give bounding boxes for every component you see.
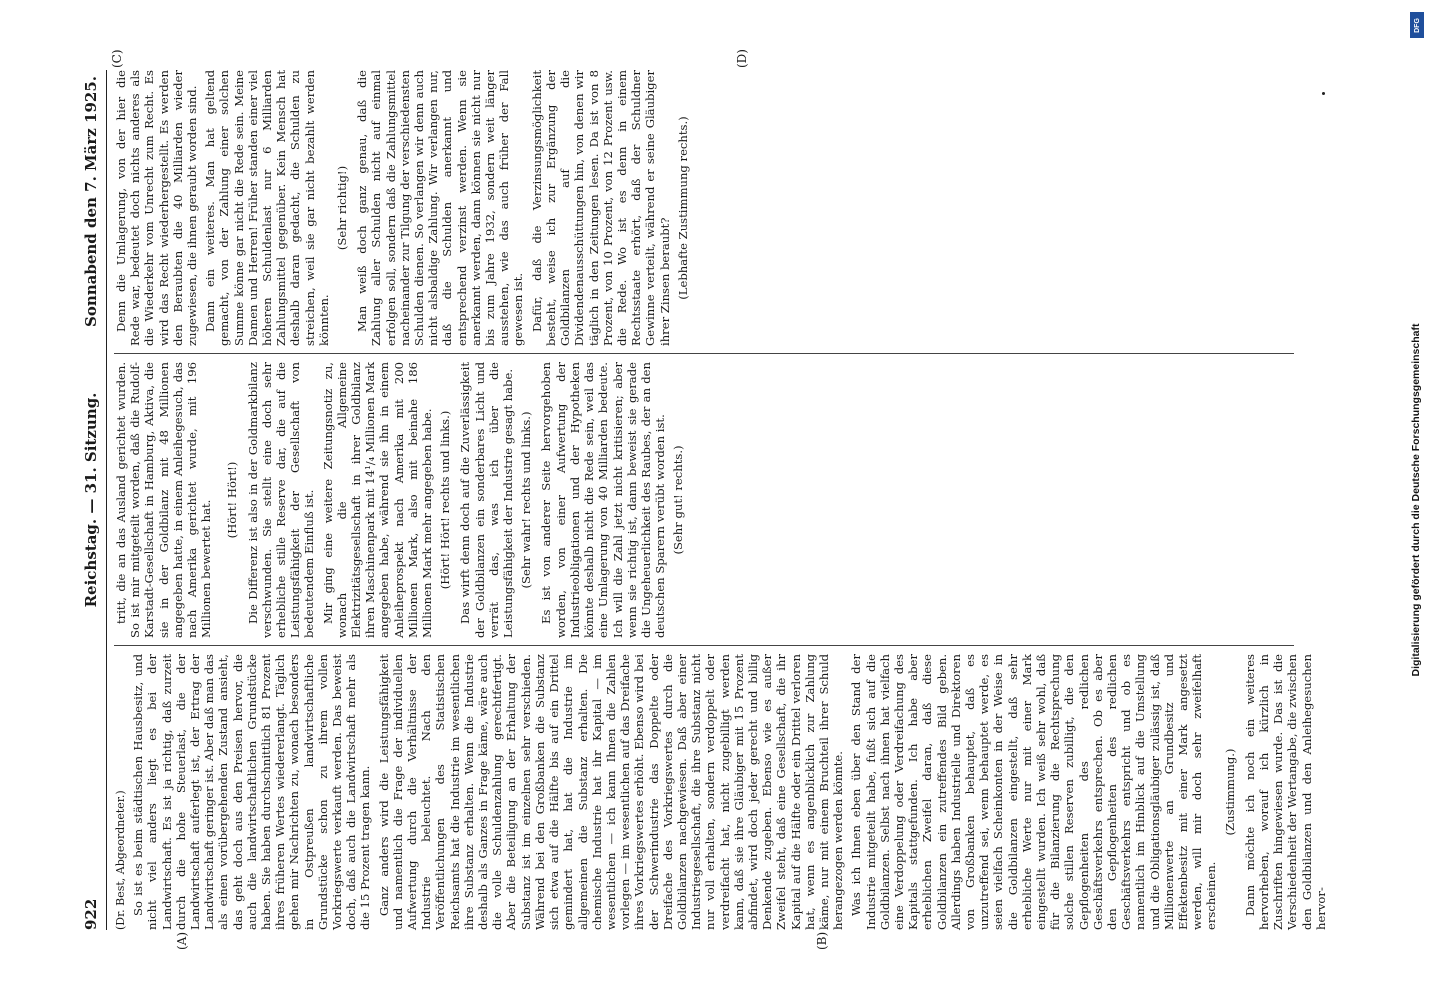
paragraph: Es ist von anderer Seite hervorgehoben worden, von einer Aufwertung der Industrieobligationen und der Hypotheken könnte deshalb nicht die Rede sein, weil das eine Umlagerung von 40 Milliarden bedeute. Ich will die Zahl jetzt nicht kritisieren; aber wenn sie richtig ist, dann beweist sie gerade die Ungeheuerlichkeit des Raubes, der an den deutschen Sparern verübt worden ist. [539,362,668,638]
paragraph: Was ich Ihnen eben über den Stand der Industrie mitgeteilt habe, fußt sich auf die Goldbilanzen. Selbst nach ihnen hat vielfach eine Verdoppelung oder Verdreifachung des Kapitals stattgefunden. Ich habe aber erheblichen Zweifel daran, daß diese Goldbilanzen ein zutreffendes Bild geben. Allerdings haben Industrielle und Direktoren von Großbanken behauptet, daß es unzutreffend sei, wenn behauptet werde, es seien vielfach Scheinkonten in der Weise in die Goldbilanzen eingestellt, daß sehr erhebliche Werte nur mit einer Mark eingestellt wurden. Ich weiß sehr wohl, daß für die Bilanzierung die Rechtsprechung solche stillen Reserven zubilligt, die den Gepflogenheiten des redlichen Geschäftsverkehrs entsprechen. Ob es aber den Gepflogenheiten des redlichen Geschäftsverkehrs entspricht und ob es namentlich im Hinblick auf die Umstellung und die Obligationsgläubiger zulässig ist, daß Millionenwerte an Grundbesitz und Effektenbesitz mit einer Mark angesetzt werden, will mir doch sehr zweifelhaft erscheinen. [849,654,1219,930]
scan-speck [1322,92,1325,95]
digitization-credit-text: Digitalisierung gefördert durch die Deutsche Forschungsgemeinschaft [1410,323,1422,677]
margin-mark-a: (A) [175,931,189,950]
column-divider [114,353,1294,354]
page-number: 922 [82,898,100,930]
dfg-logo: DFG [1410,12,1424,38]
paragraph: Man weiß doch ganz genau, daß die Zahlung aller Schulden nicht auf einmal erfolgen soll, sondern daß die Zahlungsmittel nacheinander zur Tilgung der verschiedensten Schulden dienen. So verlangen wir denn auch nicht alsbaldige Zahlung. Wir verlangen nur, daß die Schulden anerkannt und entsprechend verzinst werden. Wenn sie anerkannt werden, dann können sie nicht nur bis zum Jahre 1932, sondern weit länger ausstehen, wie das auch früher der Fall gewesen ist. [355,70,526,346]
interjection: (Sehr gut! rechts.) [671,445,686,555]
paragraph: Denn die Umlagerung, von der hier die Rede war, bedeutet doch nichts anderes als die Wiederkehr vom Unrecht zum Recht. Es wird das Recht wiederhergestellt. Es werden den Beraubten die 40 Milliarden wieder zugewiesen, die ihnen geraubt worden sind. [114,70,200,346]
paragraph: Dafür, daß die Verzinsungsmöglichkeit besteht, weise ich zur Ergänzung der Goldbilanzen auf die Dividendenausschüttungen hin, von denen wir täglich in den Zeitungen lesen. Da ist von 8 Prozent, von 10 Prozent, von 12 Prozent usw. die Rede. Wo ist es denn in einem Rechtsstaate erhört, daß der Schuldner Gewinne verteilt, während er seine Gläubiger ihrer Zinsen beraubt? [529,70,672,346]
margin-mark-d: (D) [735,49,749,68]
interjection: (Sehr wahr! rechts und links.) [519,411,534,589]
speaker-line: (Dr. Best, Abgeordneter.) [114,790,127,930]
text-column-right [114,70,1304,346]
interjection: (Zustimmung.) [1222,748,1237,836]
text-column-left [114,654,1328,930]
paragraph: Ganz anders wird die Leistungsfähigkeit und namentlich die Frage der individuellen Aufwertung durch die Verhältnisse der Industrie beleuchtet. Nach den Veröffentlichungen des Statistischen Reichsamts hat die Industrie im wesentlichen ihre Substanz erhalten. Wenn die Industrie deshalb als Ganzes in Frage käme, wäre auch die volle Schuldenzahlung gerechtfertigt. Aber die Beteiligung an der Erhaltung der Substanz ist im einzelnen sehr verschieden. Während bei den Großbanken die Substanz sich etwa auf die Hälfte bis auf ein Drittel gemindert hat, hat die Industrie im allgemeinen die Substanz erhalten. Die chemische Industrie hat ihr Kapital — im wesentlichen — ich kann Ihnen die Zahlen vorlegen — im wesentlichen auf das Dreifache ihres Vorkriegswertes erhöht. Ebenso wird bei der Schwerindustrie das Doppelte oder Dreifache des Vorkriegswertes durch die Goldbilanzen nachgewiesen. Daß aber einer Industriegesellschaft, die ihre Substanz nicht nur voll erhalten, sondern verdoppelt oder verdreifacht hat, nicht zugebilligt werden kann, daß sie ihre Gläubiger mit 15 Prozent abfindet, wird doch jeder gerecht und billig Denkende zugeben. Ebenso wie es außer Zweifel steht, daß eine Gesellschaft, die ihr Kapital auf die Hälfte oder ein Drittel verloren hat, wenn es angenblicklich zur Zahlung käme, nur mit einem Bruchteil ihrer Schuld herangezogen werden könnte. [376,654,846,930]
interjection: (Hört! Hört!) [225,461,240,539]
paragraph: Die Differenz ist also in der Goldmarkbilanz verschwunden. Sie stellt eine doch sehr erhebliche stille Reserve dar, die auf die Leistungsfähigkeit der Gesellschaft von bedeutendem Einfluß ist. [245,362,317,638]
paragraph: tritt, die an das Ausland gerichtet wurden. So ist mir mitgeteilt worden, daß die Rudolf-Karstadt-Gesellschaft in Hamburg, Aktiva, die sie in der Goldbilanz mit 48 Millionen angegeben hatte, in einem Anleihegesuch, das nach Amerika gerichtet wurde, mit 196 Millionen bewertet hat. [114,362,214,638]
session-date: Sonnabend den 7. März 1925. [82,76,100,327]
paragraph: Dann ein weiteres. Man hat geltend gemacht, von der Zahlung einer solchen Summe könne gar nicht die Rede sein. Meine Damen und Herren! Früher standen einer viel höheren Schuldenlast nur 6 Milliarden Zahlungsmittel gegenüber. Kein Mensch hat deshalb daran gedacht, die Schulden zu streichen, weil sie gar nicht bezahlt werden könnten. [203,70,331,346]
interjection: (Lebhafte Zustimmung rechts.) [675,116,690,300]
paragraph: So ist es beim städtischen Hausbesitz, und nicht viel anders liegt es bei der Landwirtschaft. Es ist ja richtig, daß zurzeit durch die hohe Steuerlast, die der Landwirtschaft auferlegt ist, der Ertrag der Landwirtschaft geringer ist. Aber daß man das als einen vorübergehenden Zustand ansieht, das geht doch aus den Preisen hervor, die auch die landwirtschaftlichen Grundstücke haben. Sie haben durchschnittlich 81 Prozent ihres früheren Wertes wiedererlangt. Täglich gehen mir Nachrichten zu, wonach besonders in Ostpreußen landwirtschaftliche Grundstücke schon zu ihrem vollen Vorkriegswerte verkauft werden. Das beweist doch, daß auch die Landwirtschaft mehr als die 15 Prozent tragen kann. [131,654,373,930]
paragraph: Das wirft denn doch auf die Zuverlässigkeit der Goldbilanzen ein sonderbares Licht und verrät das, was ich über die Leistungsfähigkeit der Industrie gesagt habe. [458,362,516,638]
text-column-middle [114,362,1304,638]
margin-mark-b: (B) [815,931,829,950]
margin-mark-c: (C) [110,49,124,68]
digitization-credit [1406,4,1430,996]
interjection: (Sehr richtig!) [335,165,350,251]
paragraph: Mir ging eine weitere Zeitungsnotiz zu, wonach die Allgemeine Elektrizitätsgesellschaft in ihrer Goldbilanz ihren Maschinenpark mit 14¹/₄ Millionen Mark angegeben habe, während sie ihn in einem Anleiheprospekt nach Amerika mit 200 Millionen Mark, also mit beinahe 186 Millionen Mark mehr angegeben habe. [320,362,435,638]
column-divider [114,645,1294,646]
session-title: Reichstag. — 31. Sitzung. [82,392,100,608]
paragraph: Dann möchte ich noch ein weiteres hervorheben, worauf ich kürzlich in Zuschriften hingewiesen wurde. Das ist die Verschiedenheit der Wertangabe, die zwischen den Goldbilanzen und den Anleihegesuchen hervor- [1242,654,1328,930]
running-header [80,70,107,930]
rotated-newspaper-page [80,49,1328,950]
interjection: (Hört! Hört! rechts und links.) [438,410,453,590]
